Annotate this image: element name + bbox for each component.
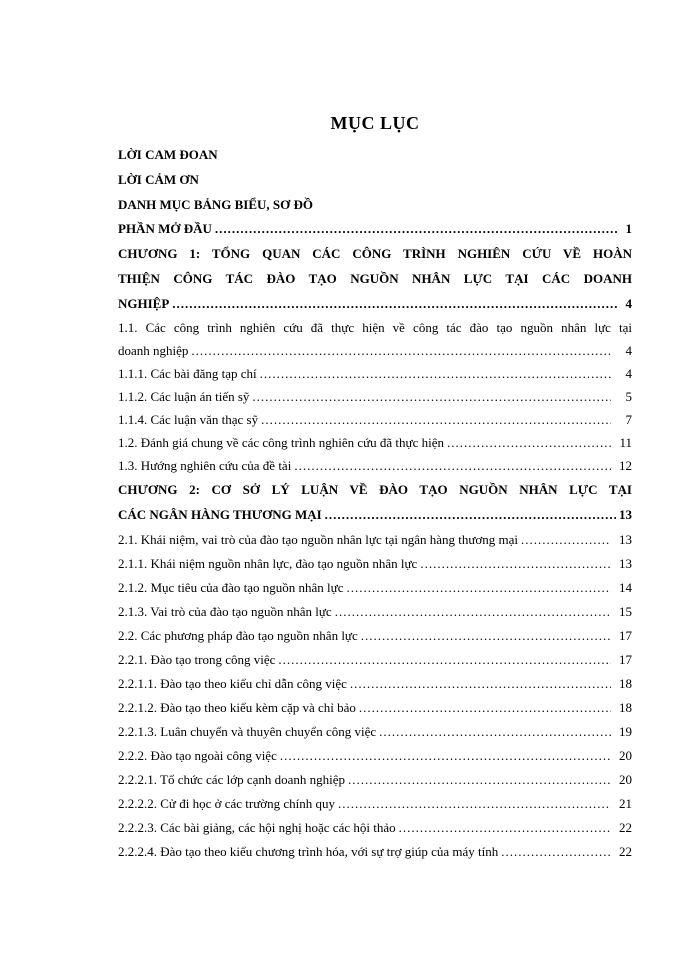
toc-entry-label: 2.2.2.4. Đào tạo theo kiểu chương trình hóa, với sự trợ giúp của máy tính <box>118 844 499 859</box>
toc-entry-label: 2.2.2.3. Các bài giảng, các hội nghị hoặc các hội thảo <box>118 820 396 835</box>
toc-intro-label: PHẦN MỞ ĐẦU <box>118 221 212 236</box>
dot-leader <box>346 580 611 596</box>
toc-entry-label: 2.2.1.2. Đào tạo theo kiểu kèm cặp và chỉ bảo <box>118 700 356 715</box>
toc-entry-2-1-3 <box>118 604 632 620</box>
page-title: MỤC LỤC <box>330 113 420 133</box>
dot-leader <box>359 700 611 716</box>
toc-entry-page: 17 <box>619 652 632 667</box>
toc-entry-page: 21 <box>619 796 632 811</box>
toc-entry-page: 12 <box>619 458 632 473</box>
toc-entry-1-2 <box>118 435 632 451</box>
toc-entry-label: doanh nghiệp <box>118 343 189 358</box>
toc-entry-page: 22 <box>619 820 632 835</box>
toc-entry-label: 2.2.2.2. Cử đi học ở các trường chính quy <box>118 796 336 811</box>
toc-chapter1-page: 4 <box>625 296 632 311</box>
toc-entry-label: 2.1.3. Vai trò của đào tạo nguồn nhân lực <box>118 604 332 619</box>
dot-leader <box>338 796 611 812</box>
toc-entry-2-2-1 <box>118 652 632 668</box>
dot-leader <box>280 748 611 764</box>
dot-leader <box>348 772 611 788</box>
toc-entry-page: 19 <box>619 724 632 739</box>
toc-chapter1-line3-label: NGHIỆP <box>118 296 170 311</box>
dot-leader <box>191 343 611 359</box>
dot-leader <box>261 412 611 428</box>
toc-entry-page: 13 <box>619 532 632 547</box>
toc-entry-2-2 <box>118 628 632 644</box>
toc-front-loi-cam-on: LỜI CẢM ƠN <box>118 172 199 187</box>
dot-leader <box>252 389 611 405</box>
toc-entry-2-1-1 <box>118 556 632 572</box>
dot-leader <box>521 532 611 548</box>
dot-leader <box>325 507 616 523</box>
toc-entry-2-2-1-1 <box>118 676 632 692</box>
toc-entry-page: 4 <box>625 366 632 381</box>
toc-chapter2-page: 13 <box>619 507 632 522</box>
toc-entry-2-2-2-4 <box>118 844 632 860</box>
toc-entry-2-2-2-3 <box>118 820 632 836</box>
toc-entry-label: 2.2.2. Đào tạo ngoài công việc <box>118 748 277 763</box>
toc-entry-label: 1.2. Đánh giá chung về các công trình nghiên cứu đã thực hiện <box>118 435 444 450</box>
toc-entry-label: 1.1.4. Các luận văn thạc sỹ <box>118 412 259 427</box>
dot-leader <box>335 604 611 620</box>
toc-entry-page: 5 <box>625 389 632 404</box>
toc-entry-page: 7 <box>625 412 632 427</box>
toc-entry-label: 2.2. Các phương pháp đào tạo nguồn nhân lực <box>118 628 358 643</box>
toc-entry-page: 18 <box>619 700 632 715</box>
dot-leader <box>379 724 611 740</box>
toc-entry-1-3 <box>118 458 632 474</box>
dot-leader <box>399 820 611 836</box>
toc-entry-page: 15 <box>619 604 632 619</box>
dot-leader <box>215 221 619 237</box>
toc-entry-page: 4 <box>625 343 632 358</box>
dot-leader <box>294 458 611 474</box>
toc-chapter1-line2: THIỆN CÔNG TÁC ĐÀO TẠO NGUỒN NHÂN LỰC TẠI CÁC DOANH <box>118 271 632 286</box>
toc-entry-page: 20 <box>619 748 632 763</box>
toc-entry-2-2-1-2 <box>118 700 632 716</box>
toc-entry-label: 2.1. Khái niệm, vai trò của đào tạo nguồn nhân lực tại ngân hàng thương mại <box>118 532 519 547</box>
toc-chapter2-line1: CHƯƠNG 2: CƠ SỞ LÝ LUẬN VỀ ĐÀO TẠO NGUỒN NHÂN LỰC TẠI <box>118 482 632 497</box>
dot-leader <box>501 844 611 860</box>
toc-entry-2-1-2 <box>118 580 632 596</box>
toc-entry-label: 2.2.1.1. Đào tạo theo kiểu chỉ dẫn công việc <box>118 676 347 691</box>
toc-intro-page: 1 <box>625 221 632 236</box>
toc-intro <box>118 221 632 237</box>
toc-entry-label: 2.2.1.3. Luân chuyển và thuyên chuyển công việc <box>118 724 377 739</box>
toc-entry-label: 1.1.1. Các bài đăng tạp chí <box>118 366 257 381</box>
toc-entry-1-1 <box>118 343 632 359</box>
toc-entry-1-1-line1: 1.1. Các công trình nghiên cứu đã thực hiện về công tác đào tạo nguồn nhân lực tại <box>118 320 632 335</box>
toc-entry-2-2-2-1 <box>118 772 632 788</box>
toc-entry-1-1-1 <box>118 366 632 382</box>
dot-leader <box>420 556 611 572</box>
toc-entry-page: 14 <box>619 580 632 595</box>
toc-front-danh-muc: DANH MỤC BẢNG BIỂU, SƠ ĐỒ <box>118 197 314 212</box>
dot-leader <box>278 652 611 668</box>
toc-entry-label: 2.2.2.1. Tổ chức các lớp cạnh doanh nghiệp <box>118 772 346 787</box>
toc-chapter1-line3 <box>118 296 632 312</box>
toc-entry-label: 2.2.1. Đào tạo trong công việc <box>118 652 276 667</box>
toc-entry-page: 11 <box>619 435 632 450</box>
toc-entry-1-1-4 <box>118 412 632 428</box>
toc-entry-1-1-2 <box>118 389 632 405</box>
dot-leader <box>260 366 611 382</box>
toc-entry-label: 2.1.1. Khái niệm nguồn nhân lực, đào tạo nguồn nhân lực <box>118 556 418 571</box>
toc-chapter2-line2-label: CÁC NGÂN HÀNG THƯƠNG MẠI <box>118 507 322 522</box>
dot-leader <box>350 676 611 692</box>
toc-chapter1-line1: CHƯƠNG 1: TỔNG QUAN CÁC CÔNG TRÌNH NGHIÊN CỨU VỀ HOÀN <box>118 246 632 261</box>
toc-entry-page: 13 <box>619 556 632 571</box>
toc-entry-page: 20 <box>619 772 632 787</box>
dot-leader <box>172 296 619 312</box>
toc-chapter2-line2 <box>118 507 632 523</box>
toc-entry-2-2-2 <box>118 748 632 764</box>
toc-entry-label: 2.1.2. Mục tiêu của đào tạo nguồn nhân lực <box>118 580 344 595</box>
toc-entry-label: 1.3. Hướng nghiên cứu của đề tài <box>118 458 292 473</box>
toc-front-loi-cam-doan: LỜI CAM ĐOAN <box>118 147 218 162</box>
toc-entry-2-2-1-3 <box>118 724 632 740</box>
toc-entry-2-2-2-2 <box>118 796 632 812</box>
toc-entry-page: 18 <box>619 676 632 691</box>
toc-entry-page: 17 <box>619 628 632 643</box>
toc-entry-2-1 <box>118 532 632 548</box>
toc-entry-label: 1.1.2. Các luận án tiến sỹ <box>118 389 250 404</box>
dot-leader <box>447 435 611 451</box>
dot-leader <box>361 628 611 644</box>
toc-entry-page: 22 <box>619 844 632 859</box>
